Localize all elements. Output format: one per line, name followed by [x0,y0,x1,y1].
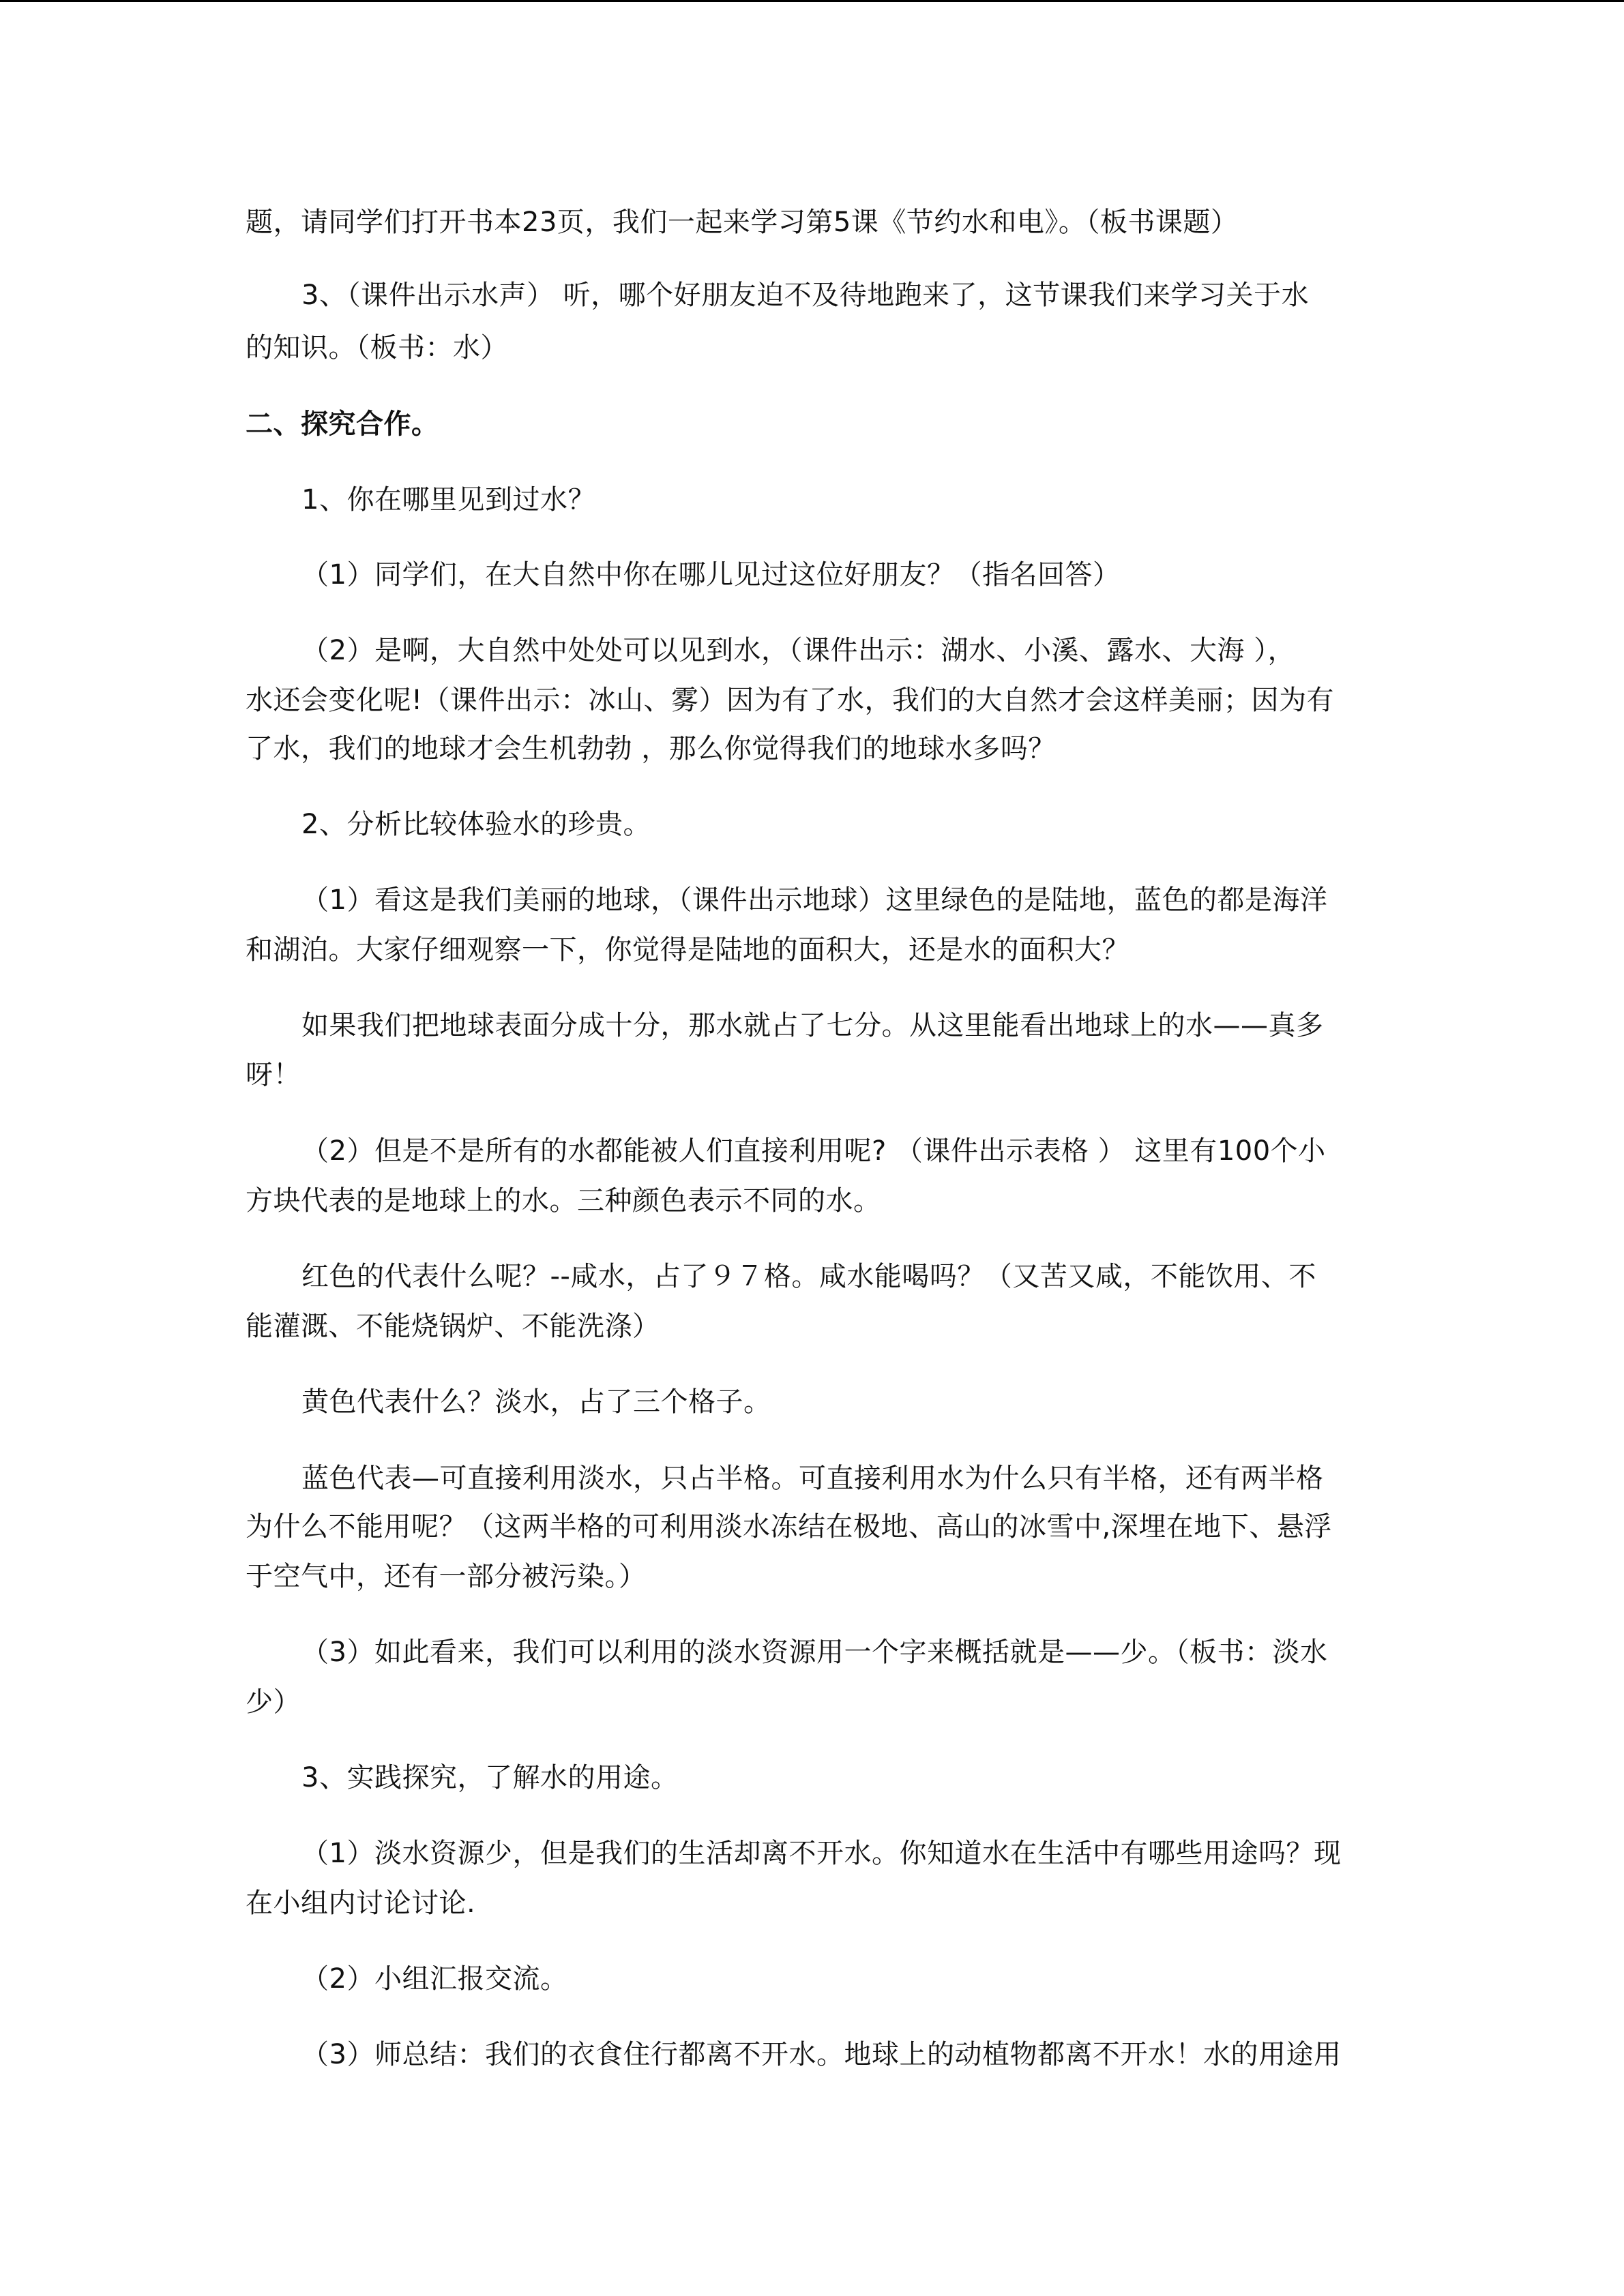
text-line: 黄色代表什么？淡水，占了三个格子。 [301,1386,771,1418]
text-line: 2、分析比较体验水的珍贵。 [301,809,651,840]
text-line: 题，请同学们打开书本23页，我们一起来学习第5课《节约水和电》。（板书课题） [246,207,1239,238]
text-line: 蓝色代表—可直接利用淡水，只占半格。可直接利用水为什么只有半格，还有两半格 [301,1463,1324,1494]
text-line: 于空气中，还有一部分被污染。） [246,1561,647,1592]
text-line: 能灌溉、不能烧锅炉、不能洗涤） [246,1311,660,1342]
text-line: 为什么不能用呢？（这两半格的可利用淡水冻结在极地、高山的冰雪中,深埋在地下、悬浮 [246,1511,1332,1542]
text-line: （2）但是不是所有的水都能被人们直接利用呢? （课件出示表格 ） 这里有100个小 [301,1135,1326,1167]
text-line: （1）看这是我们美丽的地球，（课件出示地球）这里绿色的是陆地，蓝色的都是海洋 [301,884,1328,916]
text-line: 呀！ [246,1059,301,1090]
text-line: 在小组内讨论讨论. [246,1888,476,1919]
text-line: 如果我们把地球表面分成十分，那水就占了七分。从这里能看出地球上的水——真多 [301,1010,1324,1041]
text-line: （2）是啊，大自然中处处可以见到水，（课件出示：湖水、小溪、露水、大海 ）， [301,635,1296,666]
text-line: 3、（课件出示水声） 听，哪个好朋友迫不及待地跑来了，这节课我们来学习关于水 [301,280,1310,311]
text-line: 的知识。（板书：水） [246,332,508,363]
section-heading: 二、探究合作。 [246,408,439,440]
text-line: 水还会变化呢!（课件出示：冰山、雾）因为有了水，我们的大自然才会这样美丽；因为有 [246,685,1335,716]
text-line: （1）同学们，在大自然中你在哪儿见过这位好朋友？（指名回答） [301,559,1121,591]
text-line: 红色的代表什么呢？--咸水，占了９７格。咸水能喝吗？（又苦又咸，不能饮用、不 [301,1261,1316,1292]
text-line: 和湖泊。大家仔细观察一下，你觉得是陆地的面积大，还是水的面积大？ [246,934,1130,966]
text-line: （3）如此看来，我们可以利用的淡水资源用一个字来概括就是——少。（板书：淡水 [301,1637,1328,1668]
text-line: （1）淡水资源少，但是我们的生活却离不开水。你知道水在生活中有哪些用途吗？现 [301,1838,1342,1869]
page-top-border [0,0,1624,2]
text-line: 方块代表的是地球上的水。三种颜色表示不同的水。 [246,1185,881,1217]
text-line: （2）小组汇报交流。 [301,1963,568,1995]
text-line: 1、你在哪里见到过水？ [301,484,595,516]
text-line: 少） [246,1686,301,1718]
text-line: （3）师总结：我们的衣食住行都离不开水。地球上的动植物都离不开水！水的用途用 [301,2039,1342,2070]
text-line: 了水，我们的地球才会生机勃勃 ，那么你觉得我们的地球水多吗？ [246,733,1056,764]
text-line: 3、实践探究，了解水的用途。 [301,1762,679,1793]
